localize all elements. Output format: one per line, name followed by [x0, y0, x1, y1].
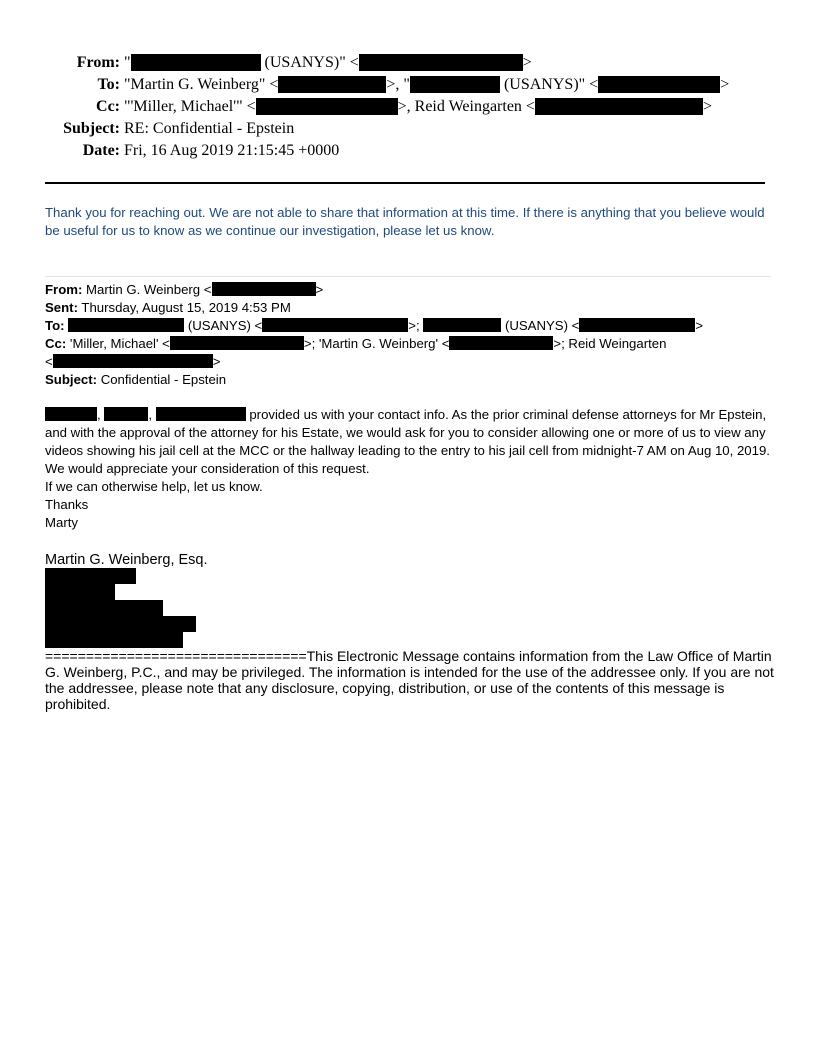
header-subject-row: [0, 118, 816, 140]
redaction-block: [53, 354, 213, 368]
redaction-block: [262, 318, 408, 332]
orig-from-label: From:: [45, 282, 83, 297]
body-paragraph: [45, 406, 775, 478]
orig-to-mid3: (USANYS) <: [504, 318, 580, 333]
orig-sent-text: Thursday, August 15, 2019 4:53 PM: [81, 300, 291, 315]
orig-cc-row-2: [45, 353, 775, 371]
from-label: From:: [76, 54, 120, 71]
signature-name: Martin G. Weinberg, Esq.: [45, 552, 208, 568]
orig-to-mid1: (USANYS) <: [187, 318, 263, 333]
cc-label: Cc:: [96, 98, 120, 115]
orig-from-row: [45, 281, 775, 299]
orig-to-mid2: >;: [408, 318, 424, 333]
redaction-block: [104, 407, 148, 421]
header-to-row: [0, 74, 816, 96]
orig-subject-label: Subject:: [45, 372, 98, 387]
orig-subject-text: Confidential - Epstein: [100, 372, 227, 387]
cc-end: >: [702, 98, 712, 115]
header-cc-row: [0, 96, 816, 118]
from-prefix: ": [124, 54, 131, 71]
redaction-block: [579, 318, 695, 332]
to-label: To:: [97, 76, 120, 93]
subject-value: RE: Confidential - Epstein: [124, 120, 295, 137]
orig-cc-line2-end: >: [212, 354, 221, 369]
redaction-block: [410, 76, 500, 93]
redaction-block: [131, 54, 261, 71]
redaction-block: [449, 336, 553, 350]
orig-cc-line2-prefix: <: [45, 354, 53, 369]
orig-to-label: To:: [45, 318, 65, 333]
body-help-line: If we can otherwise help, let us know.: [45, 479, 263, 494]
header-divider: [45, 182, 765, 184]
redaction-block: [423, 318, 501, 332]
quoted-divider: [45, 276, 771, 277]
redaction-block: [535, 98, 703, 115]
body-comma-2: ,: [148, 407, 153, 422]
to-mid1: >, ": [386, 76, 410, 93]
orig-cc-label: Cc:: [45, 336, 67, 351]
redaction-block: [598, 76, 720, 93]
body-name-line: Marty: [45, 515, 78, 530]
redaction-block: [170, 336, 304, 350]
original-message-header: [45, 281, 775, 389]
redaction-block: [45, 568, 136, 584]
redaction-block: [68, 318, 184, 332]
redaction-block: [45, 584, 115, 600]
orig-cc-mid2: >; Reid Weingarten: [553, 336, 667, 351]
redaction-block: [256, 98, 398, 115]
header-date-row: [0, 140, 816, 162]
message-body: [45, 406, 775, 532]
redaction-block: [156, 407, 246, 421]
subject-label: Subject:: [63, 120, 120, 137]
orig-to-row: [45, 317, 775, 335]
redaction-block: [45, 407, 97, 421]
orig-cc-prefix: 'Miller, Michael' <: [69, 336, 170, 351]
date-label: Date:: [82, 142, 120, 159]
redaction-block: [45, 632, 183, 648]
from-end: >: [522, 54, 532, 71]
cc-mid: >, Reid Weingarten <: [397, 98, 535, 115]
body-intro: provided us with your contact info. As the prior criminal defense attorneys for Mr Epstein, and with the approval of the attorney for his Estate, we would ask for you to consider allowing one or more of us to view any videos showing his jail cell at the MCC or the hallway leading to the entry to his jail cell from midnight-7 AM on Aug 10, 2019. We would appreciate your consideration of this request.: [45, 407, 770, 476]
to-prefix: "Martin G. Weinberg" <: [124, 76, 279, 93]
redaction-block: [45, 600, 163, 616]
orig-sent-row: [45, 299, 775, 317]
body-comma-1: ,: [97, 407, 101, 422]
cc-prefix: "'Miller, Michael'" <: [124, 98, 256, 115]
orig-subject-row: [45, 371, 775, 389]
header-from-row: [0, 52, 816, 74]
orig-from-end: >: [315, 282, 324, 297]
from-mid: (USANYS)" <: [260, 54, 359, 71]
legal-disclaimer: ================================This Electronic Message contains information from the Law Office of Martin G. Weinberg, P.C., and may be privileged. The information is intended for the use of the addressee only. If you are not the addressee, please note that any disclosure, copying, distribution, or use of the contents of this message is prohibited.: [45, 648, 774, 712]
email-header: [0, 52, 816, 162]
body-thanks-line: Thanks: [45, 497, 89, 512]
redaction-block: [212, 282, 316, 296]
orig-to-end: >: [695, 318, 704, 333]
to-mid2: (USANYS)" <: [499, 76, 599, 93]
redaction-block: [45, 616, 196, 632]
orig-from-text: Martin G. Weinberg <: [86, 282, 212, 297]
redaction-block: [359, 54, 523, 71]
to-end: >: [720, 76, 730, 93]
date-value: Fri, 16 Aug 2019 21:15:45 +0000: [124, 142, 340, 159]
orig-cc-row: [45, 335, 775, 353]
reply-text: Thank you for reaching out. We are not able to share that information at this time. If there is anything that you believe would be useful for us to know as we continue our investigation, please let us know.: [45, 205, 765, 238]
redaction-block: [278, 76, 386, 93]
orig-cc-mid1: >; 'Martin G. Weinberg' <: [303, 336, 450, 351]
orig-sent-label: Sent:: [45, 300, 78, 315]
